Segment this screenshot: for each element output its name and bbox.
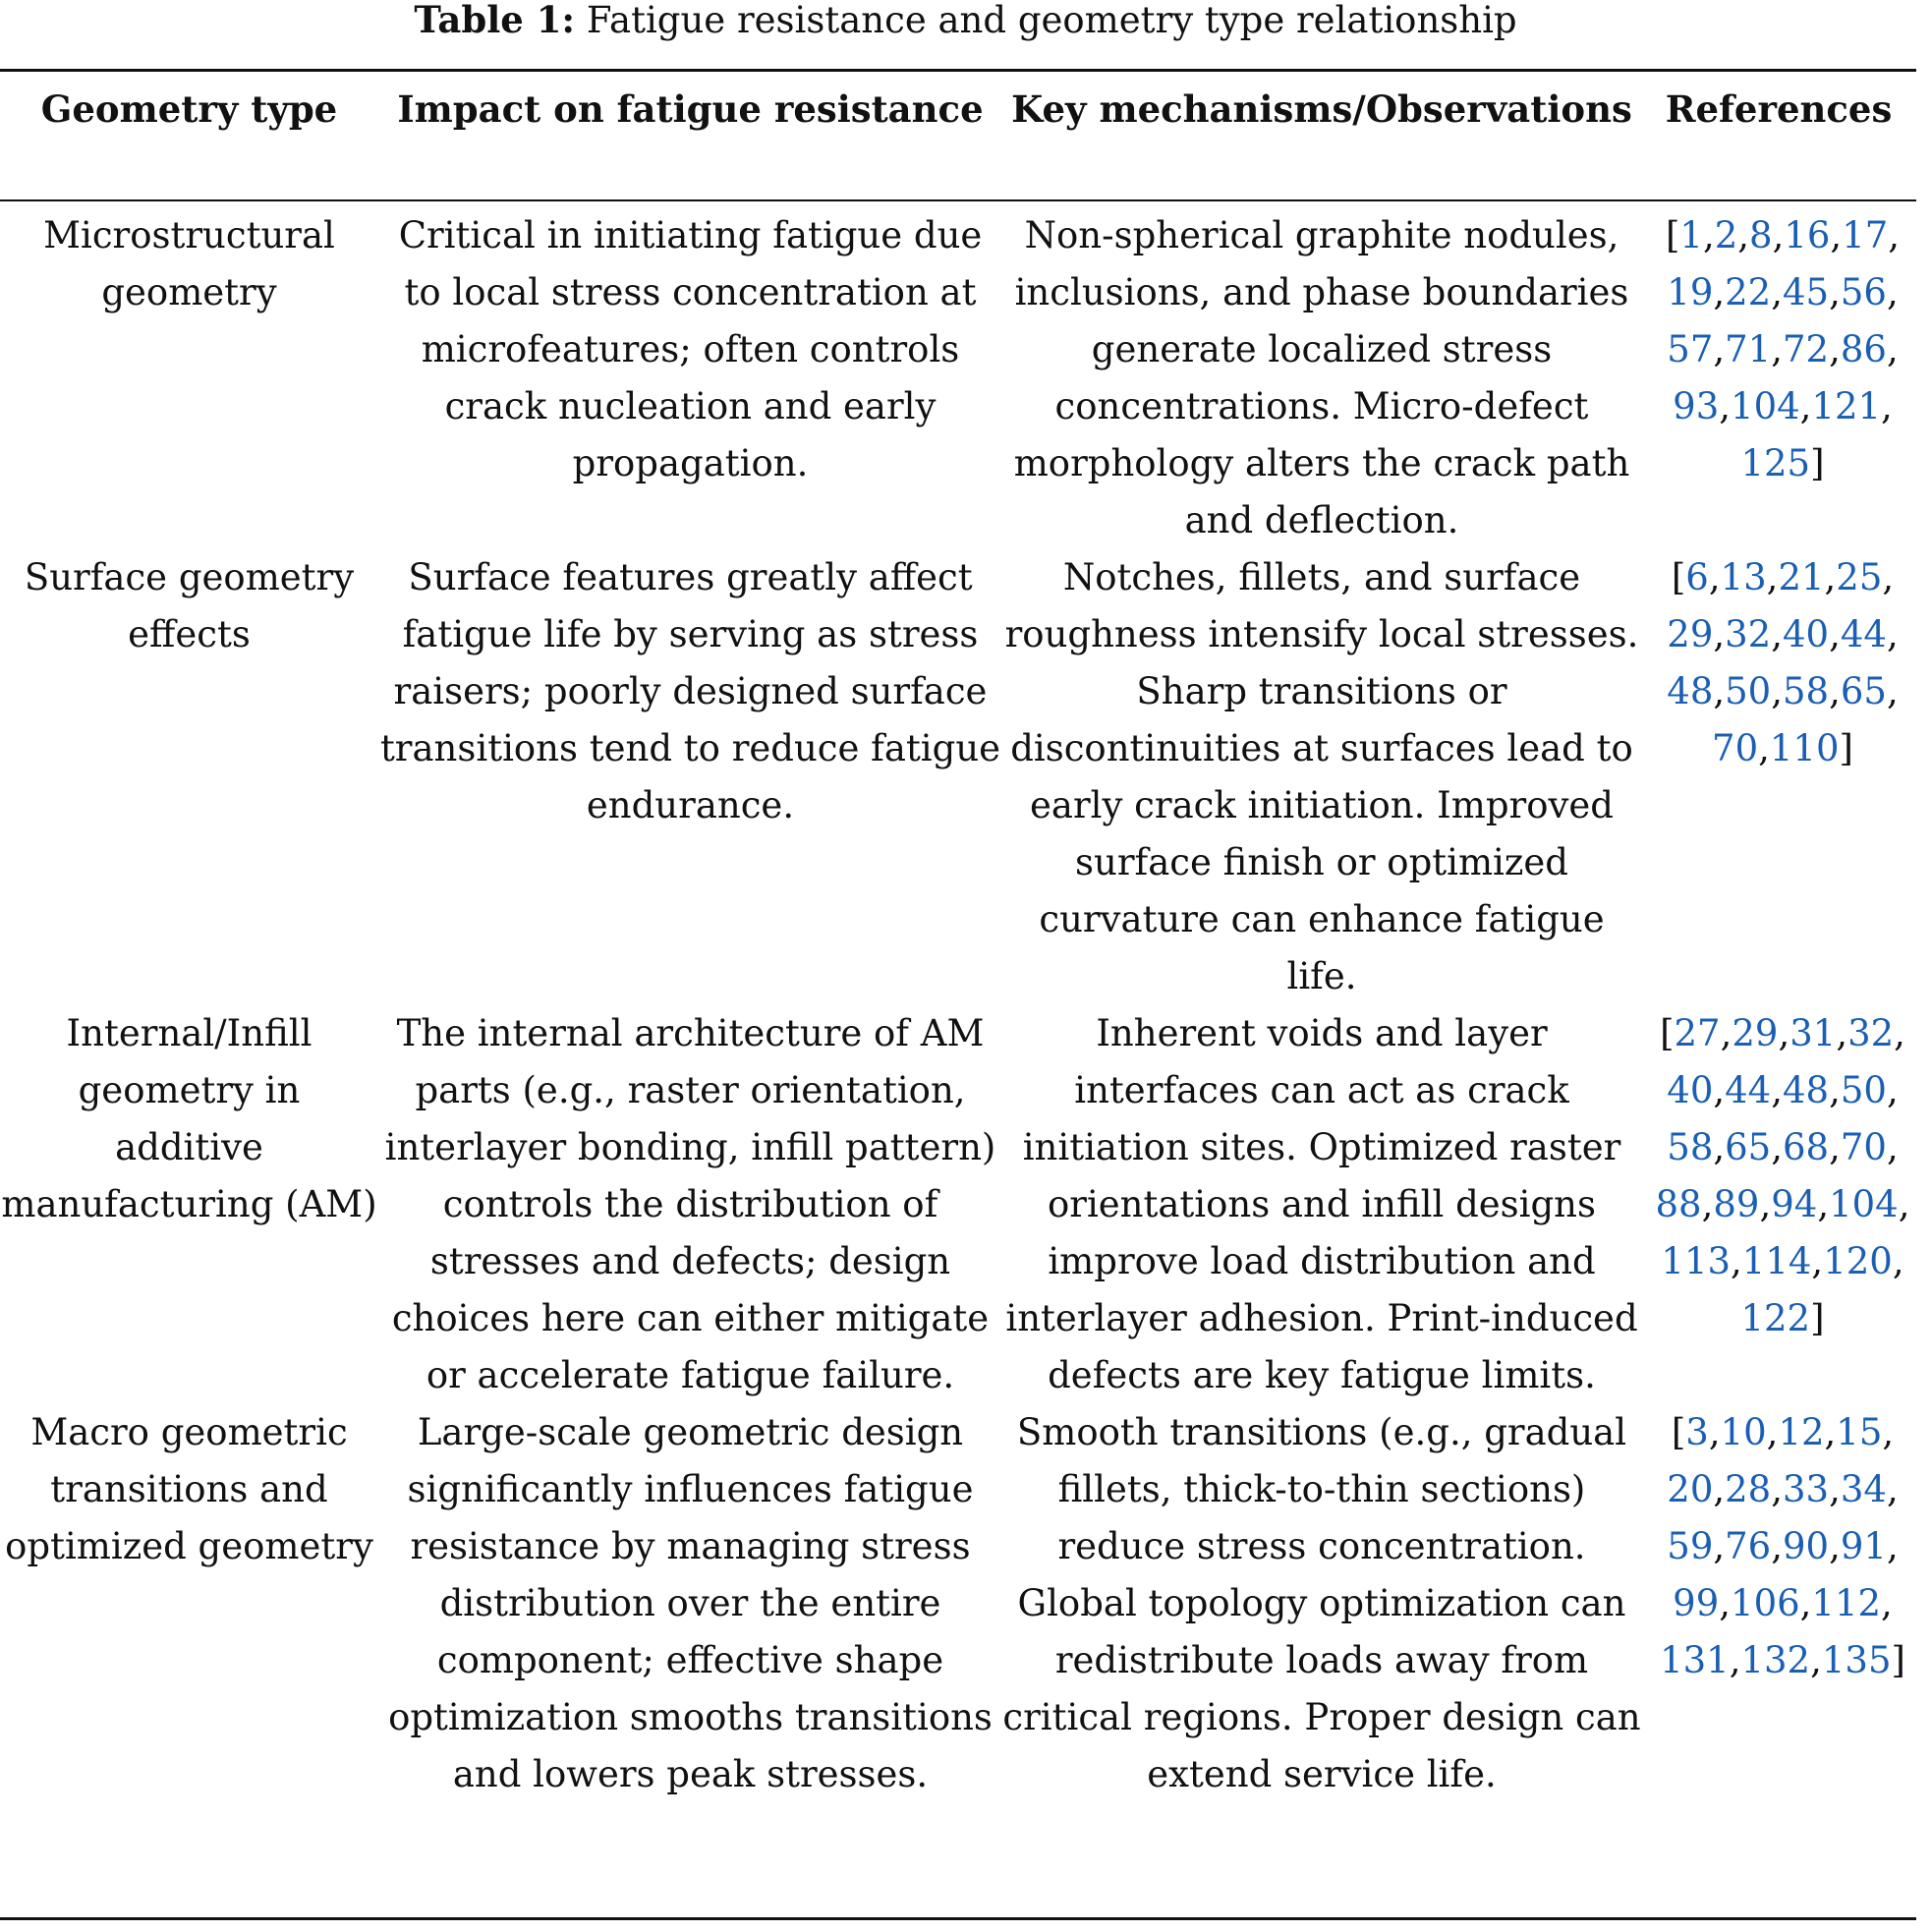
ref-separator: , bbox=[1888, 214, 1901, 256]
ref-separator: , bbox=[1829, 1468, 1841, 1510]
reference-link[interactable]: 125 bbox=[1740, 442, 1811, 484]
cell-mechanisms: Notches, fillets, and surface roughness intensify local stresses. Sharp transitions or discontinuities at surfaces lead to early crack initiation. Improved surface finish or optimized curvature can enhance fatigue life. bbox=[1004, 556, 1639, 997]
reference-link[interactable]: 44 bbox=[1840, 613, 1887, 655]
reference-link[interactable]: 20 bbox=[1667, 1468, 1714, 1510]
ref-separator: , bbox=[1778, 1012, 1790, 1054]
ref-separator: , bbox=[1811, 1240, 1824, 1282]
reference-link[interactable]: 131 bbox=[1660, 1639, 1730, 1681]
ref-bracket-open: [ bbox=[1660, 1012, 1675, 1054]
cell-impact: Large-scale geometric design significantly influences fatigue resistance by managing stress distribution over the entire component; effective shape optimization smooths transitions and lowers peak stresses. bbox=[388, 1411, 993, 1795]
reference-link[interactable]: 76 bbox=[1725, 1525, 1772, 1567]
reference-link[interactable]: 40 bbox=[1667, 1069, 1714, 1111]
reference-link[interactable]: 15 bbox=[1836, 1411, 1883, 1453]
reference-link[interactable]: 33 bbox=[1783, 1468, 1830, 1510]
ref-separator: , bbox=[1886, 670, 1899, 712]
reference-link[interactable]: 28 bbox=[1725, 1468, 1772, 1510]
ref-separator: , bbox=[1731, 1240, 1742, 1282]
ref-separator: , bbox=[1708, 1411, 1721, 1453]
ref-separator: , bbox=[1758, 727, 1770, 769]
ref-separator: , bbox=[1766, 1411, 1779, 1453]
ref-separator: , bbox=[1713, 1468, 1726, 1510]
ref-separator: , bbox=[1836, 1012, 1848, 1054]
ref-separator: , bbox=[1829, 1069, 1841, 1111]
ref-separator: , bbox=[1771, 670, 1783, 712]
ref-separator: , bbox=[1701, 1183, 1714, 1225]
table-row bbox=[0, 1005, 1916, 1404]
reference-link[interactable]: 112 bbox=[1811, 1582, 1882, 1624]
ref-separator: , bbox=[1771, 328, 1783, 370]
reference-link[interactable]: 45 bbox=[1783, 271, 1830, 313]
ref-separator: , bbox=[1766, 556, 1779, 598]
table-header-row bbox=[0, 73, 1916, 207]
reference-link[interactable]: 72 bbox=[1783, 328, 1830, 370]
ref-separator: , bbox=[1882, 556, 1895, 598]
ref-separator: , bbox=[1713, 1069, 1726, 1111]
reference-link[interactable]: 65 bbox=[1725, 1126, 1772, 1168]
header-impact: Impact on fatigue resistance bbox=[397, 87, 984, 131]
reference-link[interactable]: 16 bbox=[1784, 214, 1831, 256]
reference-link[interactable]: 12 bbox=[1778, 1411, 1825, 1453]
reference-link[interactable]: 48 bbox=[1783, 1069, 1830, 1111]
header-geometry-type: Geometry type bbox=[40, 87, 338, 131]
reference-link[interactable]: 70 bbox=[1840, 1126, 1887, 1168]
ref-separator: , bbox=[1894, 1012, 1905, 1054]
reference-link[interactable]: 56 bbox=[1840, 271, 1887, 313]
reference-link[interactable]: 57 bbox=[1667, 328, 1714, 370]
reference-link[interactable]: 34 bbox=[1840, 1468, 1887, 1510]
reference-link[interactable]: 10 bbox=[1720, 1411, 1767, 1453]
ref-bracket-close: ] bbox=[1891, 1639, 1905, 1681]
ref-separator: , bbox=[1886, 1126, 1899, 1168]
reference-link[interactable]: 31 bbox=[1789, 1012, 1837, 1054]
ref-separator: , bbox=[1829, 328, 1841, 370]
ref-separator: , bbox=[1886, 613, 1899, 655]
ref-separator: , bbox=[1713, 613, 1726, 655]
ref-separator: , bbox=[1771, 1069, 1783, 1111]
reference-link[interactable]: 114 bbox=[1741, 1240, 1812, 1282]
ref-separator: , bbox=[1824, 1411, 1837, 1453]
cell-impact: Surface features greatly affect fatigue life by serving as stress raisers; poorly designed surface transitions tend to reduce fatigue endurance. bbox=[379, 556, 1001, 826]
cell-mechanisms: Non-spherical graphite nodules, inclusions, and phase boundaries generate localized stress concentrations. Micro-defect morphology alters the crack path and deflection. bbox=[1013, 214, 1630, 541]
reference-link[interactable]: 17 bbox=[1842, 214, 1889, 256]
ref-bracket-open: [ bbox=[1665, 214, 1680, 256]
reference-link[interactable]: 93 bbox=[1673, 385, 1720, 427]
ref-separator: , bbox=[1729, 1639, 1741, 1681]
ref-separator: , bbox=[1713, 1525, 1726, 1567]
ref-separator: , bbox=[1886, 271, 1899, 313]
ref-separator: , bbox=[1713, 1126, 1726, 1168]
table-caption-label: Table 1: bbox=[414, 0, 576, 41]
reference-link[interactable]: 106 bbox=[1731, 1582, 1800, 1624]
ref-separator: , bbox=[1824, 556, 1837, 598]
ref-separator: , bbox=[1713, 271, 1726, 313]
ref-separator: , bbox=[1829, 1525, 1841, 1567]
ref-separator: , bbox=[1713, 670, 1726, 712]
bottom-rule bbox=[0, 1917, 1916, 1920]
top-rule bbox=[0, 69, 1916, 72]
cell-impact: The internal architecture of AM parts (e.g., raster orientation, interlayer bonding, infill pattern) controls the distribution of stresses and defects; design choices here can either mitigate or accelerate fatigue failure. bbox=[384, 1012, 996, 1396]
reference-link[interactable]: 65 bbox=[1840, 670, 1887, 712]
reference-link[interactable]: 91 bbox=[1840, 1525, 1887, 1567]
cell-mechanisms: Inherent voids and layer interfaces can act as crack initiation sites. Optimized raster orientations and infill designs improve load distribution and interlayer adhesion. Print-induced defects are key fatigue limits. bbox=[1005, 1012, 1638, 1396]
reference-link[interactable]: 13 bbox=[1720, 556, 1767, 598]
ref-bracket-open: [ bbox=[1671, 1411, 1686, 1453]
ref-separator: , bbox=[1719, 1582, 1732, 1624]
ref-separator: , bbox=[1817, 1183, 1830, 1225]
geometry-fatigue-table bbox=[0, 73, 1916, 1803]
cell-mechanisms: Smooth transitions (e.g., gradual fillets, thick-to-thin sections) reduce stress concentration. Global topology optimization can redistribute loads away from critical regions. Proper design can extend service life. bbox=[1002, 1411, 1641, 1795]
table-row bbox=[0, 207, 1916, 549]
ref-separator: , bbox=[1771, 1126, 1783, 1168]
table-row bbox=[0, 1404, 1916, 1803]
ref-separator: , bbox=[1771, 271, 1783, 313]
ref-bracket-close: ] bbox=[1810, 1297, 1825, 1339]
ref-separator: , bbox=[1799, 385, 1812, 427]
reference-link[interactable]: 19 bbox=[1667, 271, 1714, 313]
ref-separator: , bbox=[1881, 385, 1893, 427]
ref-separator: , bbox=[1737, 214, 1750, 256]
ref-separator: , bbox=[1898, 1183, 1910, 1225]
table-caption-text: Fatigue resistance and geometry type relationship bbox=[575, 0, 1517, 41]
reference-link[interactable]: 40 bbox=[1783, 613, 1830, 655]
ref-separator: , bbox=[1829, 613, 1841, 655]
ref-separator: , bbox=[1799, 1582, 1812, 1624]
ref-separator: , bbox=[1702, 214, 1715, 256]
reference-link[interactable]: 94 bbox=[1771, 1183, 1818, 1225]
ref-separator: , bbox=[1892, 1240, 1904, 1282]
ref-separator: , bbox=[1829, 670, 1841, 712]
reference-link[interactable]: 70 bbox=[1712, 727, 1759, 769]
reference-link[interactable]: 104 bbox=[1829, 1183, 1899, 1225]
ref-separator: , bbox=[1713, 328, 1726, 370]
reference-link[interactable]: 86 bbox=[1840, 328, 1887, 370]
reference-link[interactable]: 22 bbox=[1725, 271, 1772, 313]
reference-link[interactable]: 25 bbox=[1836, 556, 1883, 598]
ref-bracket-close: ] bbox=[1839, 727, 1853, 769]
reference-link[interactable]: 121 bbox=[1811, 385, 1882, 427]
cell-geometry: Internal/Infill geometry in additive manufacturing (AM) bbox=[1, 1012, 377, 1225]
ref-separator: , bbox=[1771, 1525, 1783, 1567]
cell-references bbox=[1641, 1404, 1916, 1803]
ref-separator: , bbox=[1719, 385, 1732, 427]
reference-link[interactable]: 50 bbox=[1725, 670, 1772, 712]
reference-link[interactable]: 71 bbox=[1725, 328, 1772, 370]
reference-link[interactable]: 113 bbox=[1661, 1240, 1732, 1282]
ref-separator: , bbox=[1772, 214, 1785, 256]
reference-link[interactable]: 8 bbox=[1749, 214, 1773, 256]
ref-separator: , bbox=[1771, 613, 1783, 655]
ref-separator: , bbox=[1881, 1582, 1893, 1624]
ref-separator: , bbox=[1886, 328, 1899, 370]
ref-separator: , bbox=[1830, 214, 1843, 256]
reference-link[interactable]: 99 bbox=[1673, 1582, 1720, 1624]
reference-link[interactable]: 132 bbox=[1740, 1639, 1811, 1681]
ref-separator: , bbox=[1829, 271, 1841, 313]
ref-separator: , bbox=[1708, 556, 1721, 598]
reference-link[interactable]: 89 bbox=[1713, 1183, 1760, 1225]
ref-separator: , bbox=[1886, 1525, 1899, 1567]
reference-link[interactable]: 6 bbox=[1685, 556, 1709, 598]
ref-separator: , bbox=[1886, 1069, 1899, 1111]
reference-link[interactable]: 110 bbox=[1769, 727, 1840, 769]
reference-link[interactable]: 88 bbox=[1655, 1183, 1702, 1225]
cell-geometry: Surface geometry effects bbox=[24, 556, 355, 655]
ref-separator: , bbox=[1829, 1126, 1841, 1168]
reference-link[interactable]: 104 bbox=[1731, 385, 1800, 427]
reference-link[interactable]: 3 bbox=[1685, 1411, 1709, 1453]
ref-bracket-open: [ bbox=[1671, 556, 1686, 598]
reference-link[interactable]: 32 bbox=[1847, 1012, 1895, 1054]
reference-link[interactable]: 135 bbox=[1821, 1639, 1892, 1681]
reference-link[interactable]: 1 bbox=[1679, 214, 1703, 256]
ref-bracket-close: ] bbox=[1810, 442, 1825, 484]
reference-link[interactable]: 27 bbox=[1674, 1012, 1721, 1054]
reference-link[interactable]: 68 bbox=[1783, 1126, 1830, 1168]
reference-link[interactable]: 32 bbox=[1725, 613, 1772, 655]
ref-separator: , bbox=[1882, 1411, 1895, 1453]
cell-references bbox=[1641, 207, 1916, 549]
reference-link[interactable]: 21 bbox=[1778, 556, 1825, 598]
table-caption bbox=[0, 0, 1931, 40]
reference-link[interactable]: 2 bbox=[1714, 214, 1738, 256]
cell-geometry: Macro geometric transitions and optimized geometry bbox=[5, 1411, 373, 1567]
reference-link[interactable]: 50 bbox=[1840, 1069, 1887, 1111]
table-row bbox=[0, 549, 1916, 1005]
cell-references bbox=[1641, 549, 1916, 1005]
cell-impact: Critical in initiating fatigue due to local stress concentration at microfeatures; often controls crack nucleation and early propagation. bbox=[398, 214, 983, 484]
cell-references bbox=[1641, 1005, 1916, 1404]
ref-separator: , bbox=[1886, 1468, 1899, 1510]
cell-geometry: Microstructural geometry bbox=[43, 214, 335, 313]
ref-separator: , bbox=[1759, 1183, 1772, 1225]
reference-link[interactable]: 58 bbox=[1783, 670, 1830, 712]
reference-link[interactable]: 58 bbox=[1667, 1126, 1714, 1168]
ref-separator: , bbox=[1720, 1012, 1732, 1054]
reference-link[interactable]: 44 bbox=[1725, 1069, 1772, 1111]
reference-link[interactable]: 29 bbox=[1732, 1012, 1779, 1054]
header-mechanisms: Key mechanisms/Observations bbox=[1011, 87, 1632, 131]
ref-separator: , bbox=[1810, 1639, 1822, 1681]
ref-separator: , bbox=[1771, 1468, 1783, 1510]
reference-link[interactable]: 90 bbox=[1783, 1525, 1830, 1567]
reference-link[interactable]: 120 bbox=[1823, 1240, 1893, 1282]
reference-link[interactable]: 59 bbox=[1667, 1525, 1714, 1567]
reference-link[interactable]: 29 bbox=[1667, 613, 1714, 655]
reference-link[interactable]: 122 bbox=[1740, 1297, 1811, 1339]
reference-link[interactable]: 48 bbox=[1667, 670, 1714, 712]
header-references: References bbox=[1665, 87, 1893, 131]
